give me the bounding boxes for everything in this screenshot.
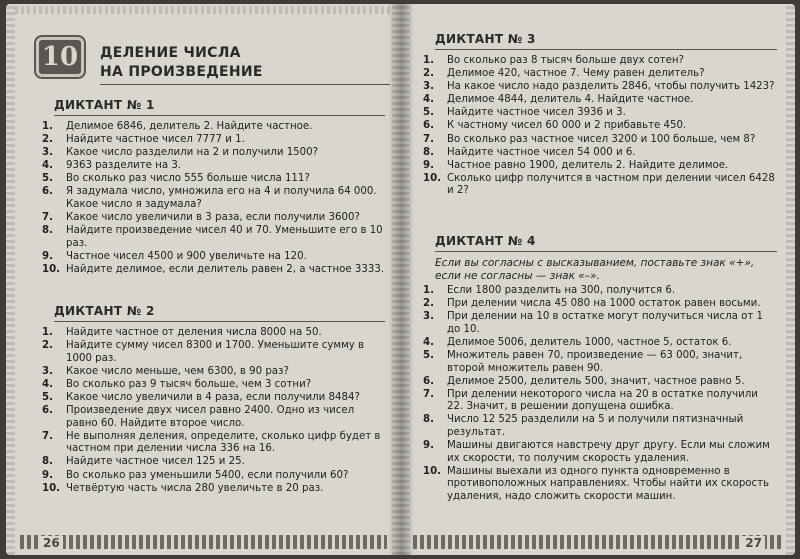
- item-text: Сколько цифр получится в частном при делении чисел 6428 и 2?: [447, 172, 775, 197]
- list-item: [42, 327, 385, 340]
- item-number: 6.: [42, 186, 53, 198]
- item-number: 2.: [423, 68, 434, 80]
- item-text: Найдите частное чисел 54 000 и 6.: [447, 146, 636, 158]
- list-item: [423, 440, 777, 465]
- list-item: [42, 379, 385, 392]
- item-text: Не выполняя деления, определите, сколько цифр будет в частном при делении числа 336 на 16.: [66, 430, 381, 455]
- item-text: Найдите частное чисел 7777 и 1.: [66, 134, 245, 146]
- item-text: Делимое 420, частное 7. Чему равен делитель?: [447, 68, 705, 80]
- dictation-1-list: [42, 121, 385, 277]
- item-number: 6.: [42, 405, 53, 417]
- item-text: Произведение двух чисел равно 2400. Одно из чисел равно 60. Найдите второе число.: [66, 405, 355, 429]
- list-item: [42, 251, 385, 264]
- list-item: [42, 134, 385, 147]
- item-number: 7.: [42, 212, 53, 224]
- item-text: Во сколько раз число 555 больше числа 111?: [66, 173, 310, 185]
- chapter-title: [100, 44, 263, 82]
- item-number: 8.: [42, 225, 53, 237]
- item-number: 5.: [42, 173, 53, 185]
- list-item: [42, 147, 385, 160]
- item-text: Делимое 2500, делитель 500, значит, частное равно 5.: [447, 375, 745, 387]
- item-number: 7.: [42, 430, 53, 442]
- item-number: 7.: [423, 388, 434, 400]
- item-number: 2.: [42, 134, 53, 146]
- dictation-1: [42, 98, 385, 277]
- item-number: 7.: [423, 133, 434, 145]
- item-text: Во сколько раз частное чисел 3200 и 100 больше, чем 8?: [447, 133, 756, 145]
- item-text: Делимое 4844, делитель 4. Найдите частное.: [447, 94, 694, 106]
- dictation-3-title: ДИКТАНТ № 3: [435, 32, 777, 50]
- dictation-4-title: ДИКТАНТ № 4: [435, 234, 777, 252]
- list-item: [423, 298, 777, 311]
- list-item: [42, 212, 385, 225]
- item-number: 2.: [423, 298, 434, 310]
- item-text: Какое число меньше, чем 6300, в 90 раз?: [66, 365, 289, 377]
- item-number: 3.: [42, 147, 53, 159]
- dictation-4-list: [423, 285, 777, 504]
- item-text: Частное равно 1900, делитель 2. Найдите делимое.: [447, 159, 729, 171]
- list-item: [423, 466, 777, 504]
- item-text: Число 12 525 разделили на 5 и получили пятизначный результат.: [447, 414, 744, 439]
- book-gutter-shadow: [388, 4, 414, 555]
- right-page-margin-pattern: [786, 4, 795, 555]
- chapter-title-line1: ДЕЛЕНИЕ ЧИСЛА: [100, 45, 241, 61]
- list-item: [423, 350, 777, 375]
- item-number: 6.: [423, 120, 434, 132]
- list-item: [42, 483, 385, 496]
- item-number: 10.: [423, 465, 442, 477]
- item-number: 10.: [42, 482, 61, 494]
- list-item: [423, 147, 777, 160]
- list-item: [42, 264, 385, 277]
- item-text: Если 1800 разделить на 300, получится 6.: [447, 285, 676, 296]
- list-item: [423, 389, 777, 414]
- right-page-number: 27: [742, 536, 765, 550]
- list-item: [423, 160, 777, 173]
- list-item: [423, 120, 777, 133]
- left-page-number: 26: [40, 536, 63, 550]
- item-number: 1.: [423, 285, 434, 296]
- item-number: 9.: [42, 250, 53, 262]
- item-number: 2.: [42, 340, 53, 352]
- list-item: [423, 81, 777, 94]
- item-text: Какое число увеличили в 3 раза, если получили 3600?: [66, 212, 360, 224]
- left-page-margin-pattern: [6, 4, 15, 555]
- list-item: [423, 337, 777, 350]
- item-text: Машины выехали из одного пункта одновременно в противоположных направлениях. Чтобы найти их скорость удаления, надо сложить скорости машин.: [447, 465, 770, 502]
- item-text: К частному чисел 60 000 и 2 прибавьте 450.: [447, 120, 687, 132]
- dictation-1-title: ДИКТАНТ № 1: [54, 98, 385, 116]
- item-text: Найдите частное чисел 125 и 25.: [66, 456, 245, 468]
- item-text: Какое число разделили на 2 и получили 1500?: [66, 147, 319, 159]
- list-item: [42, 405, 385, 430]
- list-item: [42, 470, 385, 483]
- left-page-footer-bar: [20, 535, 387, 549]
- dictation-2-list: [42, 327, 385, 495]
- list-item: [42, 160, 385, 173]
- list-item: [423, 134, 777, 147]
- list-item: [42, 121, 385, 134]
- item-number: 5.: [423, 349, 434, 361]
- list-item: [423, 311, 777, 336]
- list-item: [423, 107, 777, 120]
- dictation-2-title: ДИКТАНТ № 2: [54, 304, 385, 322]
- item-number: 1.: [42, 121, 53, 132]
- list-item: [423, 376, 777, 389]
- list-item: [423, 55, 777, 68]
- item-number: 8.: [423, 414, 434, 426]
- chapter-number-badge: 10: [36, 37, 84, 77]
- item-text: Частное чисел 4500 и 900 увеличьте на 120.: [66, 250, 307, 262]
- item-text: При делении некоторого числа на 20 в остатке получили 22. Значит, в решении допущена ошибка.: [447, 388, 758, 413]
- left-page: [6, 4, 401, 555]
- item-number: 5.: [423, 107, 434, 119]
- item-number: 4.: [423, 94, 434, 106]
- list-item: [42, 431, 385, 456]
- chapter-title-line2: НА ПРОИЗВЕДЕНИЕ: [100, 64, 263, 80]
- list-item: [423, 414, 777, 439]
- item-text: Во сколько раз 9 тысяч больше, чем 3 сотни?: [66, 378, 312, 390]
- dictation-4-instructions: Если вы согласны с высказыванием, поставьте знак «+», если не согласны — знак «–».: [435, 257, 755, 282]
- item-number: 4.: [42, 378, 53, 390]
- item-number: 1.: [42, 327, 53, 338]
- list-item: [42, 186, 385, 211]
- item-text: Найдите произведение чисел 40 и 70. Уменьшите его в 10 раз.: [66, 225, 383, 249]
- item-text: Во сколько раз уменьшили 5400, если получили 60?: [66, 469, 349, 481]
- item-text: Я задумала число, умножила его на 4 и получила 64 000. Какое число я задумала?: [66, 186, 377, 211]
- item-number: 4.: [42, 160, 53, 172]
- list-item: [423, 68, 777, 81]
- list-item: [42, 340, 385, 365]
- item-text: Во сколько раз 8 тысяч больше двух сотен?: [447, 55, 684, 66]
- item-number: 1.: [423, 55, 434, 66]
- item-text: 9363 разделите на 3.: [66, 160, 182, 172]
- list-item: [423, 285, 777, 298]
- item-number: 3.: [423, 311, 434, 323]
- dictation-3: [423, 32, 777, 199]
- list-item: [423, 173, 777, 198]
- item-text: Делимое 5006, делитель 1000, частное 5, остаток 6.: [447, 336, 732, 348]
- item-number: 3.: [42, 365, 53, 377]
- right-page: [401, 4, 795, 555]
- dictation-2: [42, 304, 385, 496]
- item-number: 3.: [423, 81, 434, 93]
- item-text: При делении числа 45 080 на 1000 остаток равен восьми.: [447, 298, 761, 310]
- list-item: [42, 366, 385, 379]
- right-page-footer-bar: [413, 535, 781, 549]
- item-number: 5.: [42, 391, 53, 403]
- item-text: Какое число увеличили в 4 раза, если получили 8484?: [66, 391, 360, 403]
- item-text: При делении на 10 в остатке могут получиться числа от 1 до 10.: [447, 311, 763, 335]
- item-number: 10.: [423, 172, 442, 184]
- item-number: 6.: [423, 375, 434, 387]
- item-text: Найдите сумму чисел 8300 и 1700. Уменьшите сумму в 1000 раз.: [66, 340, 365, 364]
- item-number: 9.: [423, 159, 434, 171]
- title-rule: [100, 84, 390, 85]
- dictation-4: [423, 234, 777, 504]
- item-text: Четвёртую часть числа 280 увеличьте в 20 раз.: [66, 482, 324, 494]
- item-text: Множитель равен 70, произведение — 63 000, значит, второй множитель равен 90.: [447, 349, 743, 374]
- item-text: Найдите частное чисел 3936 и 3.: [447, 107, 626, 119]
- list-item: [42, 456, 385, 469]
- list-item: [423, 94, 777, 107]
- item-number: 10.: [42, 264, 61, 276]
- item-text: Найдите делимое, если делитель равен 2, а частное 3333.: [66, 264, 385, 276]
- list-item: [42, 392, 385, 405]
- item-text: Найдите частное от деления числа 8000 на 50.: [66, 327, 322, 338]
- item-number: 4.: [423, 336, 434, 348]
- list-item: [42, 173, 385, 186]
- dictation-3-list: [423, 55, 777, 198]
- item-text: Делимое 6846, делитель 2. Найдите частное.: [66, 121, 313, 132]
- item-number: 8.: [42, 456, 53, 468]
- item-number: 8.: [423, 146, 434, 158]
- left-page-top-pattern: [15, 6, 392, 14]
- list-item: [42, 225, 385, 250]
- item-text: На какое число надо разделить 2846, чтобы получить 1423?: [447, 81, 775, 93]
- item-number: 9.: [42, 469, 53, 481]
- item-number: 9.: [423, 440, 434, 452]
- item-text: Машины двигаются навстречу друг другу. Если мы сложим их скорости, то получим скорость удаления.: [447, 440, 770, 464]
